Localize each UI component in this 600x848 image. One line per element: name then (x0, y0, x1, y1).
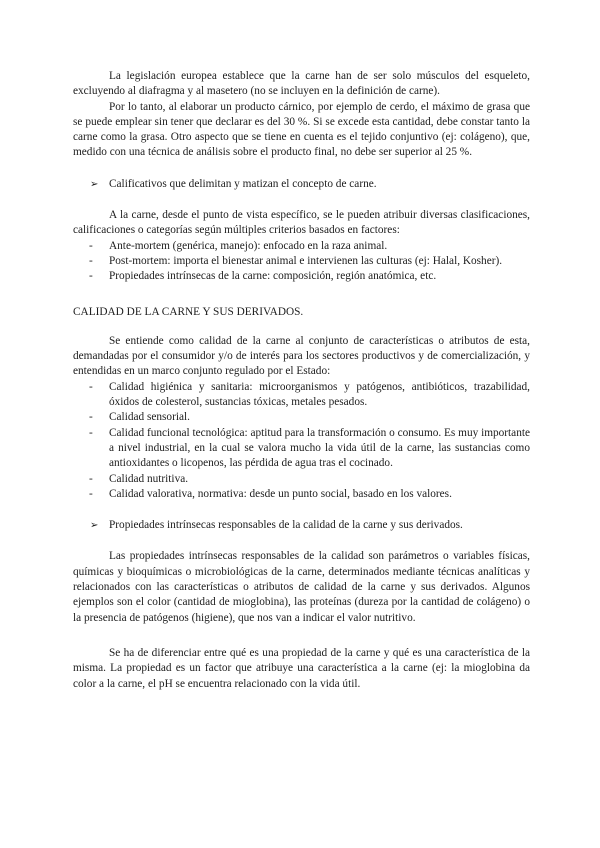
bullet-propiedades-text: Propiedades intrínsecas responsables de la calidad de la carne y sus derivados. (109, 519, 463, 532)
bullet-propiedades (73, 518, 530, 533)
paragraph-classifications: A la carne, desde el punto de vista específico, se le pueden atribuir diversas clasificaciones, calificaciones o categorías según múltiples criterios basados en factores: (73, 209, 530, 237)
dash-bullet-icon: - (89, 380, 93, 393)
paragraph-intrinsic-properties: Las propiedades intrínsecas responsables de la calidad son parámetros o variables físicas, químicas y bioquímicas o microbiológicas de la carne, determinados mediante técnicas analíticas y relacionados con las características o atributos de calidad de la carne y sus derivados. Algunos ejemplos son el color (cantidad de mioglobina), las proteínas (dureza por la cantidad de colágeno) o la presencia de patógenos (higiene), que nos van a indicar el valor nutritivo. (73, 550, 530, 624)
bullet-calificativos (73, 177, 530, 192)
arrow-bullet-icon: ➢ (90, 520, 99, 532)
dash-bullet-icon: - (89, 254, 93, 267)
dash-bullet-icon: - (89, 411, 93, 424)
bullet-calificativos-text: Calificativos que delimitan y matizan el concepto de carne. (109, 177, 377, 190)
list-item: - Propiedades intrínsecas de la carne: composición, región anatómica, etc. (73, 269, 530, 284)
paragraph-quality-definition: Se entiende como calidad de la carne al conjunto de características o atributos de esta, demandadas por el consumidor y/o de interés para los sectores productivos y de comercialización, y entendidas en un marco conjunto regulado por el Estado: (73, 334, 530, 378)
dash-bullet-icon: - (89, 239, 93, 252)
list-item: - Calidad higiénica y sanitaria: microorganismos y patógenos, antibióticos, trazabilidad, óxidos de colesterol, sustancias tóxicas, metales pesados. (89, 380, 530, 409)
classification-list (73, 239, 530, 285)
document-page (73, 69, 530, 692)
list-item: - Ante-mortem (genérica, manejo): enfocado en la raza animal. (73, 239, 530, 254)
quality-list (73, 380, 530, 502)
dash-bullet-icon: - (89, 270, 93, 283)
arrow-bullet-icon: ➢ (90, 178, 99, 190)
dash-bullet-icon: - (89, 426, 93, 439)
section-heading: CALIDAD DE LA CARNE Y SUS DERIVADOS. (73, 305, 304, 318)
dash-bullet-icon: - (89, 472, 93, 485)
paragraph-property-vs-characteristic: Se ha de diferenciar entre qué es una propiedad de la carne y qué es una característica de la misma. La propiedad es un factor que atribuye una característica a la carne (ej: la mioglobina da color a la carne, el pH se encuentra relacionado con la vida útil. (73, 646, 530, 690)
paragraph-legislation: La legislación europea establece que la carne han de ser solo músculos del esqueleto, excluyendo al diafragma y al masetero (no se incluyen en la definición de carne). (73, 70, 530, 98)
list-item: - Calidad sensorial. (73, 410, 530, 425)
list-item: - Calidad funcional tecnológica: aptitud para la transformación o consumo. Es muy importante a nivel industrial, en la cual se valora mucho la vida útil de la carne, las sustancias como antioxidantes o licopenos, las pérdida de agua tras el cocinado. (89, 426, 531, 470)
list-item: - Post-mortem: importa el bienestar animal e intervienen las culturas (ej: Halal, Kosher). (73, 254, 530, 269)
dash-bullet-icon: - (89, 487, 93, 500)
list-item: - Calidad valorativa, normativa: desde un punto social, basado en los valores. (73, 487, 530, 502)
list-item: - Calidad nutritiva. (73, 472, 530, 487)
paragraph-fat-limit: Por lo tanto, al elaborar un producto cárnico, por ejemplo de cerdo, el máximo de grasa que se puede emplear sin tener que declarar es del 30 %. Si se excede esta cantidad, debe constar tanto la carne como la grasa. Otro aspecto que se tiene en cuenta es el tejido conjuntivo (ej: colágeno), que, medido con una técnica de análisis sobre el producto final, no debe ser superior al 25 %. (73, 100, 530, 159)
